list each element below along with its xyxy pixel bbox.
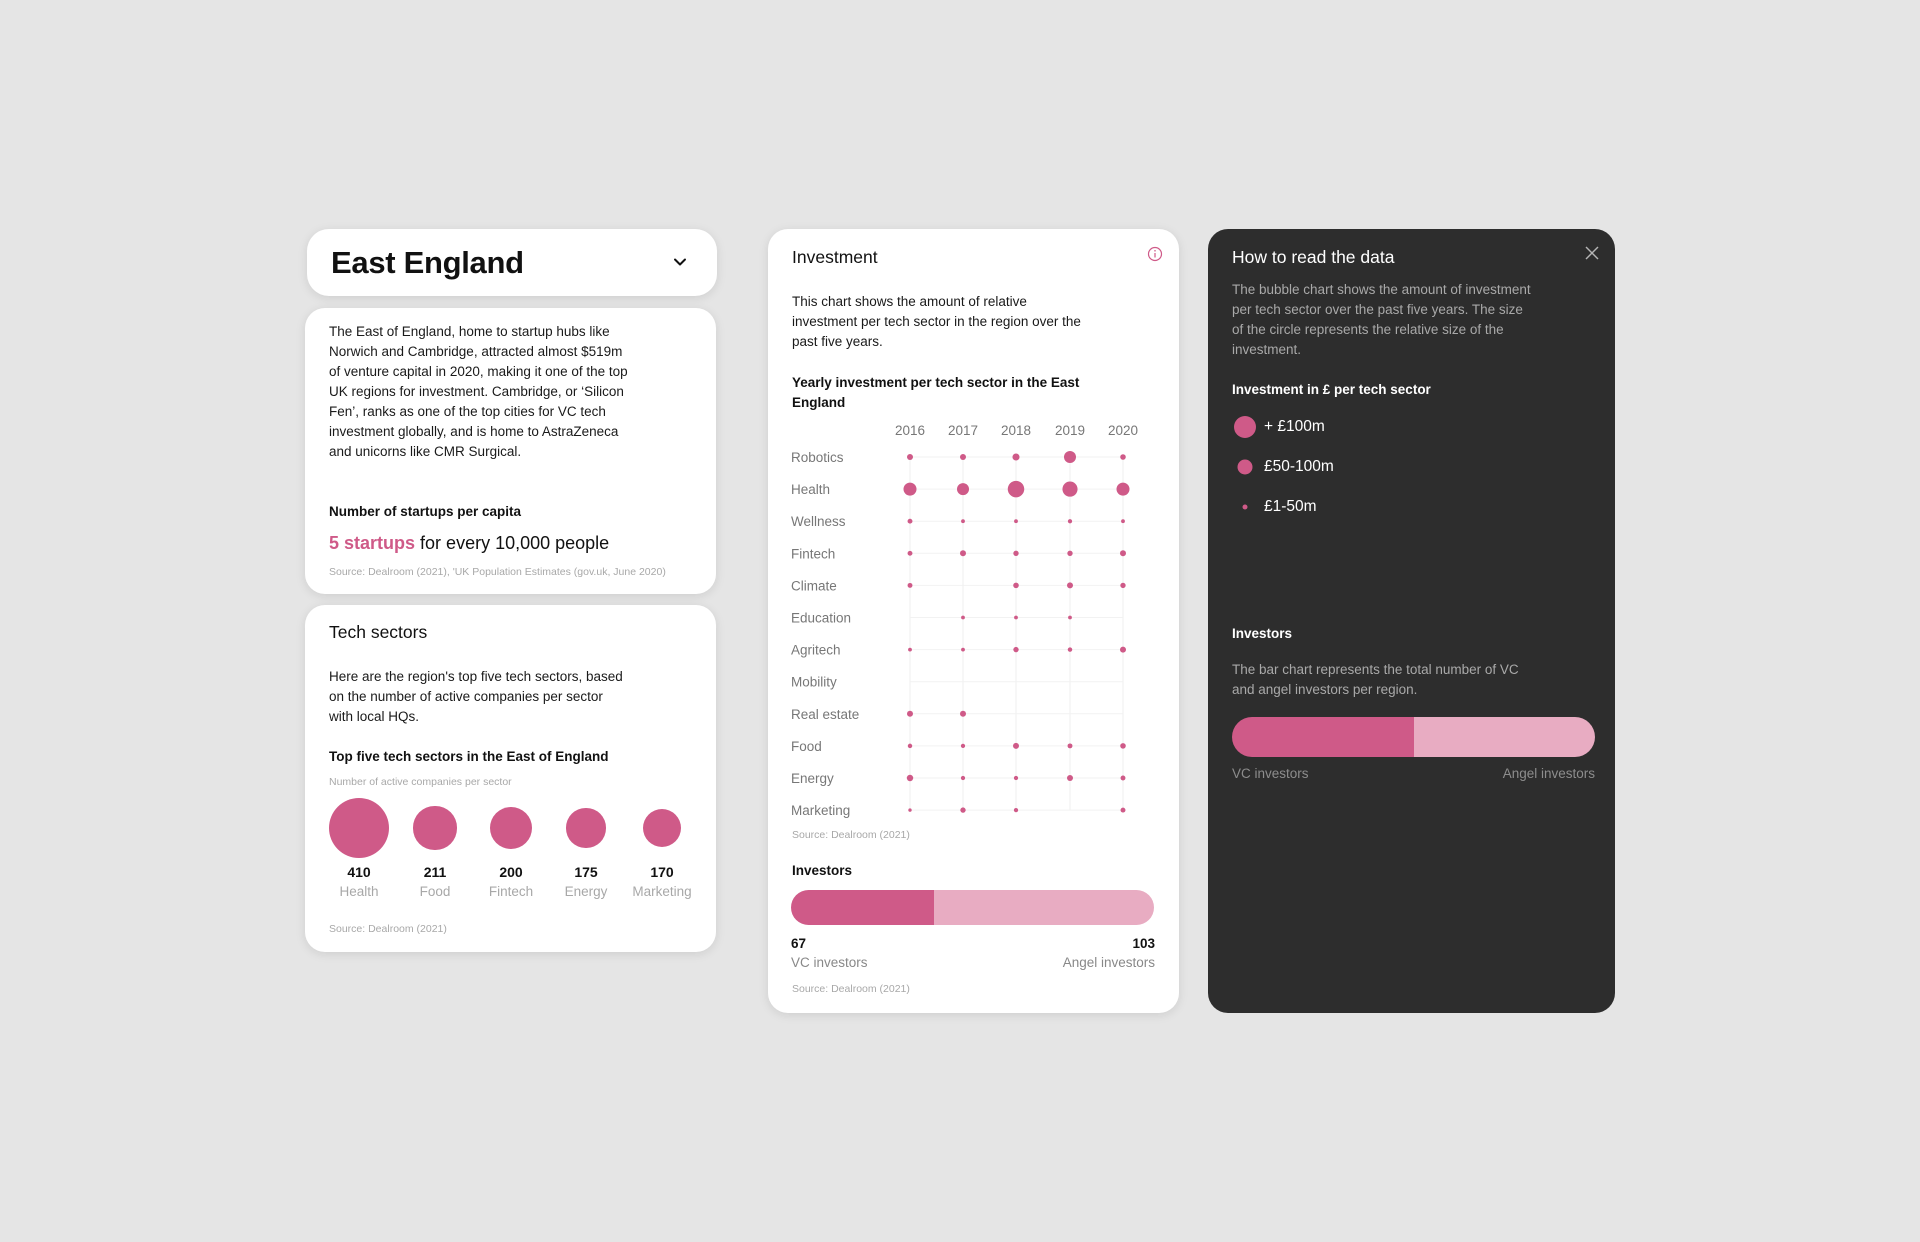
- angel-count: 103: [1132, 936, 1155, 951]
- sector-bubble-circle: [413, 806, 456, 849]
- legend-label: £50-100m: [1264, 458, 1334, 475]
- investment-dot: [907, 454, 913, 460]
- investment-dot: [908, 519, 913, 524]
- investment-dot: [904, 483, 917, 496]
- legend-item-medium: [1232, 454, 1334, 480]
- sector-value: 410: [347, 864, 371, 880]
- investment-dot: [908, 551, 913, 556]
- investment-dot: [1014, 776, 1018, 780]
- sector-row-label: Agritech: [791, 642, 841, 658]
- sector-bubble-circle: [490, 807, 532, 849]
- investment-dot: [1013, 743, 1019, 749]
- investors-heading: Investors: [792, 863, 853, 878]
- year-tick-label: 2019: [1054, 423, 1086, 438]
- sector-bubble-marketing: [627, 798, 697, 908]
- guide-vc-label: VC investors: [1232, 766, 1309, 781]
- investment-dot: [961, 616, 965, 620]
- investment-dot: [1068, 647, 1072, 651]
- investment-dot: [1062, 482, 1077, 497]
- sector-bubble-energy: [551, 798, 621, 908]
- region-selector[interactable]: [307, 229, 717, 296]
- legend-dot-large: [1234, 416, 1256, 438]
- vc-label: VC investors: [791, 955, 868, 970]
- region-title: East England: [331, 245, 524, 280]
- investment-dot: [1014, 616, 1018, 620]
- startups-value: 5 startups: [329, 533, 416, 553]
- investment-dot: [908, 648, 912, 652]
- sector-label: Energy: [564, 884, 608, 899]
- year-tick-label: 2020: [1107, 423, 1139, 438]
- investment-dot: [961, 776, 965, 780]
- close-icon[interactable]: [1583, 244, 1601, 262]
- sector-bubble-health: [324, 798, 394, 908]
- investment-dot: [1120, 647, 1126, 653]
- investment-dot: [1121, 808, 1126, 813]
- year-tick-label: 2018: [1000, 423, 1032, 438]
- startups-stat: [329, 533, 692, 554]
- guide-investors-description: The bar chart represents the total number of VC and angel investors per region.: [1232, 662, 1519, 697]
- investment-dot: [1064, 451, 1076, 463]
- guide-investors-heading: Investors: [1232, 626, 1293, 641]
- investment-dot: [1014, 808, 1018, 812]
- guide-investors-bar: [1232, 717, 1595, 757]
- investment-dot: [960, 454, 966, 460]
- sector-bubble-circle: [329, 798, 389, 858]
- investment-heading: Investment: [792, 247, 878, 267]
- legend-heading: Investment in £ per tech sector: [1232, 382, 1431, 397]
- investment-dot: [1120, 550, 1126, 556]
- sectors-source: Source: Dealroom (2021): [329, 923, 447, 935]
- investment-dot: [908, 744, 912, 748]
- investment-dot: [1014, 519, 1018, 523]
- legend-dot-medium: [1238, 460, 1253, 475]
- investment-dot: [1121, 519, 1125, 523]
- tech-sectors-card: [305, 605, 716, 952]
- sector-bubble-circle: [643, 809, 682, 848]
- year-tick-label: 2017: [947, 423, 979, 438]
- investment-dot: [961, 648, 965, 652]
- investment-dot: [908, 808, 911, 811]
- investment-dot: [908, 583, 913, 588]
- sector-row-label: Marketing: [791, 803, 851, 819]
- how-to-read-panel: [1208, 229, 1615, 1013]
- investment-dot: [1117, 483, 1130, 496]
- sector-value: 175: [574, 864, 598, 880]
- investment-dot: [1068, 616, 1072, 620]
- investment-dot: [1012, 453, 1019, 460]
- angel-label: Angel investors: [1062, 955, 1155, 970]
- sectors-chart-subtitle: Number of active companies per sector: [329, 776, 512, 788]
- investment-dot: [1121, 776, 1126, 781]
- startups-heading: Number of startups per capita: [329, 504, 522, 519]
- year-tick-label: 2016: [894, 423, 926, 438]
- sector-row-label: Food: [791, 738, 822, 754]
- investment-bubble-chart: [768, 229, 1179, 829]
- investors-source: Source: Dealroom (2021): [792, 983, 910, 995]
- investment-dot: [1013, 647, 1018, 652]
- investment-dot: [1013, 583, 1019, 589]
- legend-label: + £100m: [1264, 418, 1325, 435]
- legend-label: £1-50m: [1264, 498, 1317, 515]
- investment-dot: [1120, 583, 1125, 588]
- sector-row-label: Mobility: [791, 674, 837, 690]
- sector-label: Fintech: [488, 884, 534, 899]
- guide-heading: How to read the data: [1232, 247, 1395, 267]
- guide-angel-bar: [1414, 717, 1596, 757]
- investment-chart-source: Source: Dealroom (2021): [792, 829, 910, 841]
- sector-value: 211: [423, 864, 447, 880]
- investment-description: This chart shows the amount of relative investment per tech sector in the region over the past five years.: [792, 294, 1081, 349]
- sector-value: 170: [650, 864, 674, 880]
- sector-bubble-fintech: [476, 798, 546, 908]
- angel-investors-bar: [934, 890, 1154, 925]
- sector-row-label: Real estate: [791, 706, 860, 722]
- investors-stacked-bar: [791, 890, 1154, 925]
- legend-item-small: [1232, 494, 1317, 520]
- investment-dot: [907, 775, 913, 781]
- investment-dot: [961, 744, 965, 748]
- startups-suffix: for every 10,000 people: [420, 533, 610, 553]
- investment-dot: [1067, 775, 1073, 781]
- sector-row-label: Climate: [791, 578, 837, 594]
- investment-dot: [1120, 454, 1126, 460]
- investment-dot: [907, 711, 913, 717]
- investment-dot: [1067, 551, 1072, 556]
- legend-dot-small: [1243, 505, 1248, 510]
- sector-row-label: Health: [791, 482, 831, 498]
- chevron-down-icon[interactable]: [671, 253, 689, 271]
- guide-vc-bar: [1232, 717, 1414, 757]
- investment-dot: [961, 519, 965, 523]
- guide-description: The bubble chart shows the amount of investment per tech sector over the past five years. The size of the circle represents the relative size of the investment.: [1232, 282, 1531, 357]
- investment-dot: [960, 550, 966, 556]
- sectors-heading: Tech sectors: [329, 622, 428, 642]
- investment-dot: [1008, 481, 1025, 498]
- sector-row-label: Energy: [791, 771, 834, 786]
- investment-dot: [1120, 743, 1126, 749]
- investment-dot: [1013, 551, 1018, 556]
- investment-dot: [1067, 582, 1073, 588]
- intro-source: Source: Dealroom (2021), 'UK Population Estimates (gov.uk, June 2020): [329, 566, 666, 578]
- sector-label: Health: [339, 884, 379, 899]
- vc-investors-bar: [791, 890, 934, 925]
- sectors-description: Here are the region's top five tech sectors, based on the number of active companies per sector with local HQs.: [329, 669, 623, 724]
- investment-dot: [960, 807, 965, 812]
- sector-label: Marketing: [632, 884, 692, 899]
- sector-label: Food: [419, 884, 451, 899]
- vc-count: 67: [791, 936, 807, 951]
- sector-bubble-food: [400, 798, 470, 908]
- investment-chart-title: Yearly investment per tech sector in the East England: [792, 375, 1080, 410]
- sectors-bubble-chart: [305, 798, 716, 918]
- investment-dot: [960, 711, 966, 717]
- sector-bubble-circle: [566, 808, 605, 847]
- legend-item-large: [1232, 414, 1325, 440]
- intro-text: The East of England, home to startup hubs like Norwich and Cambridge, attracted almost $519m of venture capital in 2020, making it one of the top UK regions for investment. Cambridge, or ‘Silicon Fen’, ranks as one of the top cities for VC tech investment globally, and is home to AstraZeneca and unicorns like CMR Surgical.: [329, 324, 628, 459]
- sector-value: 200: [499, 864, 523, 880]
- region-intro-card: [305, 308, 716, 594]
- investment-dot: [957, 483, 969, 495]
- guide-angel-label: Angel investors: [1502, 766, 1595, 781]
- investment-card: [768, 229, 1179, 1013]
- investment-dot: [1068, 743, 1073, 748]
- investment-dot: [1068, 519, 1072, 523]
- sector-row-label: Education: [791, 610, 852, 626]
- sector-row-label: Wellness: [791, 514, 846, 530]
- sector-row-label: Robotics: [791, 450, 844, 465]
- sector-row-label: Fintech: [791, 546, 836, 562]
- sectors-chart-title: Top five tech sectors in the East of England: [329, 749, 609, 764]
